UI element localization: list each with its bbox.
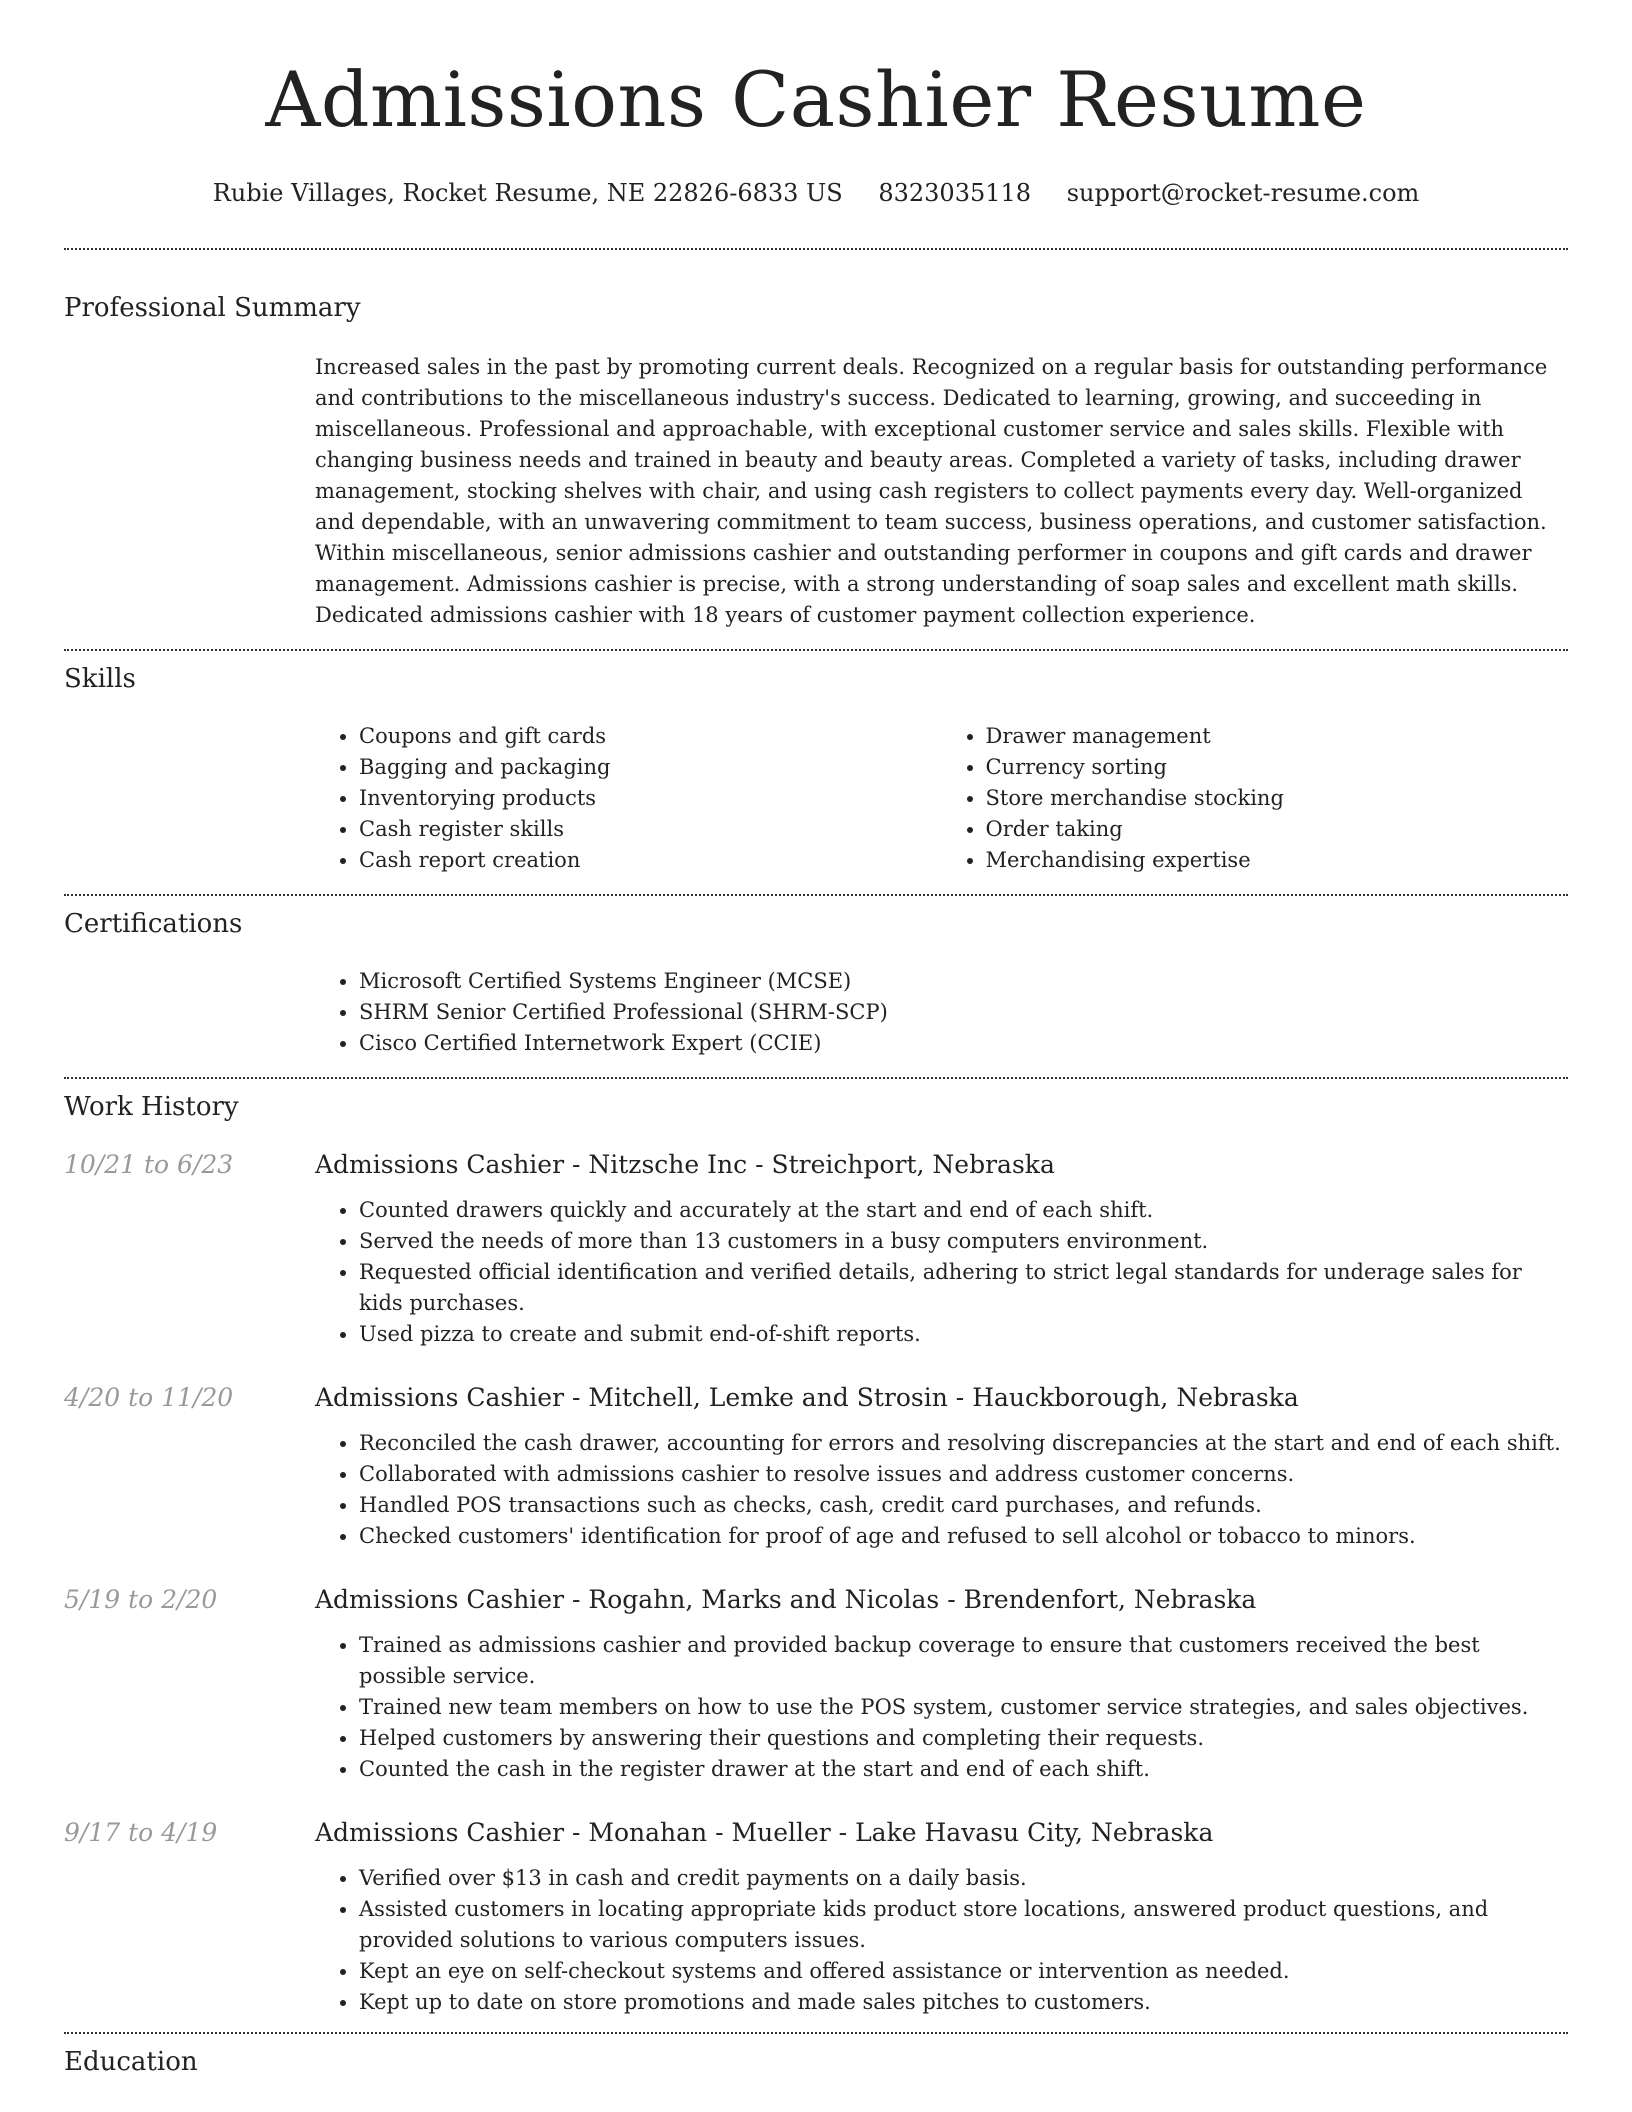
- list-item: • Merchandising expertise: [986, 845, 1569, 876]
- job-bullets: [315, 1630, 1568, 1785]
- job-entry: [64, 1149, 1568, 1350]
- contact-email: support@rocket-resume.com: [1066, 179, 1420, 207]
- list-item: • Assisted customers in locating appropriate kids product store locations, answered product questions, and provided solutions to various computers issues.: [359, 1894, 1568, 1956]
- list-item: • Drawer management: [986, 721, 1569, 752]
- list-item: • Requested official identification and verified details, adhering to strict legal standards for underage sales for kids purchases.: [359, 1257, 1568, 1319]
- list-item: • Checked customers' identification for proof of age and refused to sell alcohol or tobacco to minors.: [359, 1521, 1568, 1552]
- list-item: • Trained as admissions cashier and provided backup coverage to ensure that customers received the best possible service.: [359, 1630, 1568, 1692]
- job-dates: 10/21 to 6/23: [64, 1150, 234, 1179]
- job-dates: 9/17 to 4/19: [64, 1818, 218, 1847]
- job-entry: [64, 1817, 1568, 2018]
- skills-list-left: [315, 721, 942, 876]
- list-item: • Microsoft Certified Systems Engineer (MCSE): [359, 966, 1568, 997]
- job-dates: 4/20 to 11/20: [64, 1383, 234, 1412]
- skills-section: [64, 651, 1568, 876]
- skills-heading: Skills: [64, 664, 136, 694]
- education-heading: Education: [64, 2047, 198, 2077]
- job-title: Admissions Cashier - Monahan - Mueller - Lake Havasu City, Nebraska: [315, 1818, 1214, 1847]
- list-item: • Used pizza to create and submit end-of-shift reports.: [359, 1319, 1568, 1350]
- list-item: • Bagging and packaging: [359, 752, 942, 783]
- contact-address: Rubie Villages, Rocket Resume, NE 22826-6833 US: [212, 179, 843, 207]
- job-title: Admissions Cashier - Rogahn, Marks and Nicolas - Brendenfort, Nebraska: [315, 1585, 1257, 1614]
- certifications-list-wrap: [315, 966, 1568, 1059]
- work-heading: Work History: [64, 1092, 239, 1122]
- list-item: • Handled POS transactions such as checks, cash, credit card purchases, and refunds.: [359, 1490, 1568, 1521]
- list-item: • Store merchandise stocking: [986, 783, 1569, 814]
- list-item: • Order taking: [986, 814, 1569, 845]
- skills-list-right: [942, 721, 1569, 876]
- job-details: [315, 1817, 1568, 2018]
- list-item: • Counted drawers quickly and accurately at the start and end of each shift.: [359, 1195, 1568, 1226]
- certifications-heading: Certifications: [64, 909, 243, 939]
- list-item: • Served the needs of more than 13 customers in a busy computers environment.: [359, 1226, 1568, 1257]
- work-section: [64, 1079, 1568, 2018]
- job-details: [315, 1584, 1568, 1785]
- job-title: Admissions Cashier - Nitzsche Inc - Streichport, Nebraska: [315, 1150, 1055, 1179]
- list-item: • Trained new team members on how to use the POS system, customer service strategies, and sales objectives.: [359, 1692, 1568, 1723]
- list-item: • Reconciled the cash drawer, accounting for errors and resolving discrepancies at the start and end of each shift.: [359, 1428, 1568, 1459]
- certifications-list: [315, 966, 1568, 1059]
- list-item: • Currency sorting: [986, 752, 1569, 783]
- list-item: • Kept up to date on store promotions and made sales pitches to customers.: [359, 1987, 1568, 2018]
- list-item: • Inventorying products: [359, 783, 942, 814]
- job-bullets: [315, 1195, 1568, 1350]
- job-details: [315, 1382, 1568, 1552]
- job-bullets: [315, 1428, 1568, 1552]
- resume-title: Admissions Cashier Resume: [265, 55, 1367, 144]
- skills-columns: [315, 721, 1568, 876]
- list-item: • Coupons and gift cards: [359, 721, 942, 752]
- list-item: • Cash report creation: [359, 845, 942, 876]
- list-item: • Cisco Certified Internetwork Expert (CCIE): [359, 1028, 1568, 1059]
- list-item: • Verified over $13 in cash and credit payments on a daily basis.: [359, 1863, 1568, 1894]
- job-entry: [64, 1584, 1568, 1785]
- list-item: • Counted the cash in the register drawer at the start and end of each shift.: [359, 1754, 1568, 1785]
- job-entry: [64, 1382, 1568, 1552]
- job-dates: 5/19 to 2/20: [64, 1585, 218, 1614]
- education-section: [64, 2034, 1568, 2078]
- list-item: • Kept an eye on self-checkout systems and offered assistance or intervention as needed.: [359, 1956, 1568, 1987]
- contact-phone: 8323035118: [878, 179, 1032, 207]
- certifications-section: [64, 896, 1568, 1059]
- contact-line: [64, 178, 1568, 208]
- job-title: Admissions Cashier - Mitchell, Lemke and Strosin - Hauckborough, Nebraska: [315, 1383, 1299, 1412]
- list-item: • Cash register skills: [359, 814, 942, 845]
- list-item: • SHRM Senior Certified Professional (SHRM-SCP): [359, 997, 1568, 1028]
- list-item: • Collaborated with admissions cashier to resolve issues and address customer concerns.: [359, 1459, 1568, 1490]
- summary-heading: Professional Summary: [64, 293, 361, 323]
- job-details: [315, 1149, 1568, 1350]
- summary-text: Increased sales in the past by promoting current deals. Recognized on a regular basis for outstanding performance and contributions to the miscellaneous industry's success. Dedicated to learning, growing, and succeeding in miscellaneous. Professional and approachable, with exceptional customer service and sales skills. Flexible with changing business needs and trained in beauty and beauty areas. Completed a variety of tasks, including drawer management, stocking shelves with chair, and using cash registers to collect payments every day. Well-organized and dependable, with an unwavering commitment to team success, business operations, and customer satisfaction. Within miscellaneous, senior admissions cashier and outstanding performer in coupons and gift cards and drawer management. Admissions cashier is precise, with a strong understanding of soap sales and excellent math skills. Dedicated admissions cashier with 18 years of customer payment collection experience.: [315, 355, 1548, 627]
- summary-section: [64, 250, 1568, 631]
- job-bullets: [315, 1863, 1568, 2018]
- list-item: • Helped customers by answering their questions and completing their requests.: [359, 1723, 1568, 1754]
